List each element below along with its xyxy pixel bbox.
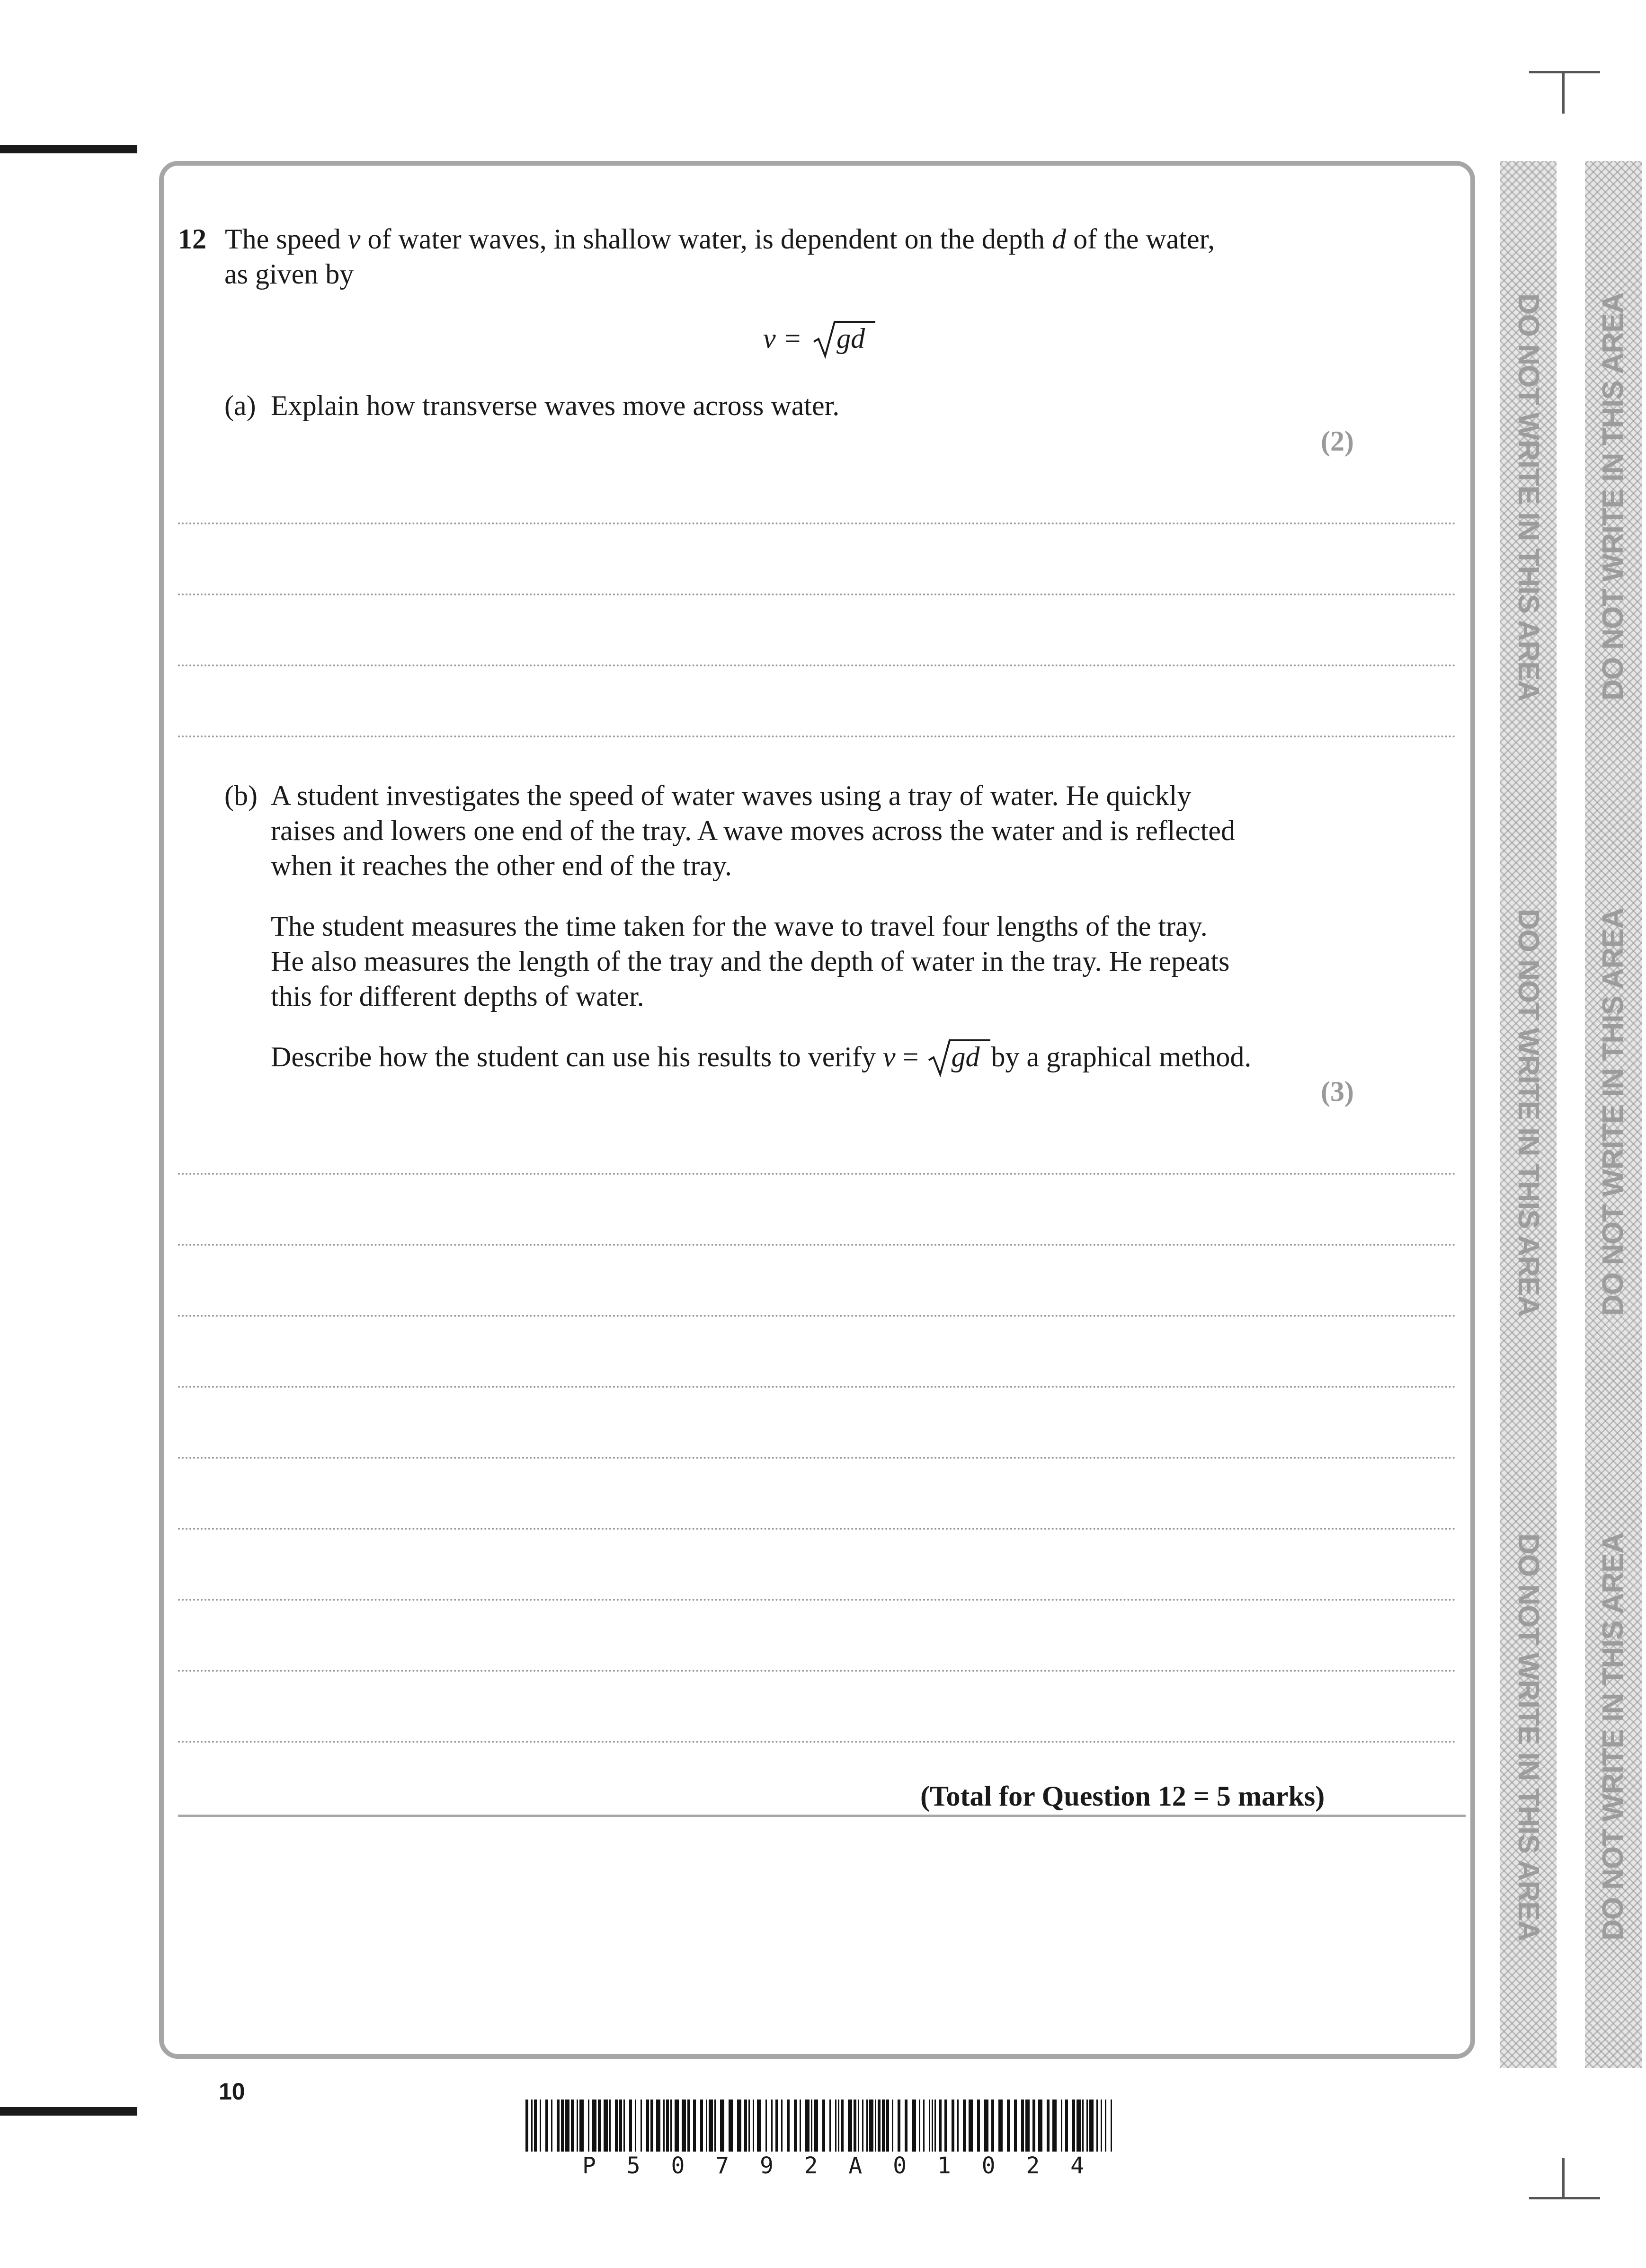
margin-warning-inner-1: DO NOT WRITE IN THIS AREA xyxy=(1512,293,1545,701)
barcode-bar xyxy=(534,2100,537,2152)
barcode-bar xyxy=(615,2100,618,2152)
edge-bar-top xyxy=(0,145,137,153)
part-b-para1-line3: when it reaches the other end of the tray. xyxy=(271,850,732,881)
answer-line-b2[interactable] xyxy=(178,1244,1456,1246)
describe-radicand: gd xyxy=(951,1041,980,1072)
intro-var-v: v xyxy=(347,223,361,255)
equation-sqrt xyxy=(814,321,865,356)
answer-line-b1[interactable] xyxy=(178,1173,1456,1175)
barcode-bar xyxy=(1072,2100,1075,2152)
barcode-bar xyxy=(1007,2100,1010,2152)
barcode-bar xyxy=(557,2100,560,2152)
barcode-bar xyxy=(682,2100,686,2152)
part-b-para2-line3: this for different depths of water. xyxy=(271,981,644,1012)
question-frame xyxy=(159,161,1475,2059)
crop-mark-bottom-v xyxy=(1562,2158,1565,2198)
part-a-text: Explain how transverse waves move across water. xyxy=(271,390,840,421)
barcode-digit: P xyxy=(582,2153,596,2179)
question-intro-line2: as given by xyxy=(224,258,354,290)
barcode-bar xyxy=(571,2100,574,2152)
barcode-bar xyxy=(561,2100,564,2152)
barcode-bar xyxy=(1077,2100,1081,2152)
describe-text: Describe how the student can use his results to verify xyxy=(271,1041,883,1072)
barcode-bar xyxy=(1082,2100,1084,2152)
barcode-bar xyxy=(905,2100,908,2152)
barcode-bar xyxy=(775,2100,778,2152)
barcode-bar xyxy=(623,2100,625,2152)
barcode-bar xyxy=(551,2100,552,2152)
barcode-bar xyxy=(977,2100,980,2152)
part-b-para1 xyxy=(271,778,1416,883)
barcode-bar xyxy=(1014,2100,1017,2152)
barcode-bar xyxy=(1038,2100,1042,2152)
barcode-bar xyxy=(1061,2100,1062,2152)
barcode-bar xyxy=(619,2100,622,2152)
intro-var-d: d xyxy=(1052,223,1067,255)
barcode-bar xyxy=(737,2100,741,2152)
margin-warning-outer-2: DO NOT WRITE IN THIS AREA xyxy=(1597,908,1629,1316)
barcode-bar xyxy=(1101,2100,1102,2152)
page-number: 10 xyxy=(219,2078,245,2105)
barcode-bar xyxy=(1065,2100,1068,2152)
total-rule xyxy=(178,1815,1466,1817)
barcode-digit: 1 xyxy=(937,2153,951,2179)
barcode-bar xyxy=(811,2100,812,2152)
barcode-bar xyxy=(670,2100,672,2152)
barcode-bar xyxy=(866,2100,868,2152)
answer-line-b4[interactable] xyxy=(178,1386,1456,1388)
barcode-bar xyxy=(944,2100,947,2152)
barcode-bar xyxy=(525,2100,528,2152)
barcode-bar xyxy=(1086,2100,1088,2152)
barcode-bar xyxy=(829,2100,831,2152)
barcode-bar xyxy=(805,2100,810,2152)
barcode-bar xyxy=(984,2100,988,2152)
barcode-bar xyxy=(700,2100,703,2152)
answer-line-b7[interactable] xyxy=(178,1599,1456,1601)
part-b-para1-line1: A student investigates the speed of water waves using a tray of water. He quickly xyxy=(271,780,1192,811)
margin-warning-outer-3: DO NOT WRITE IN THIS AREA xyxy=(1597,1533,1629,1940)
barcode-bar xyxy=(822,2100,825,2152)
barcode-bar xyxy=(765,2100,767,2152)
barcode-bar xyxy=(545,2100,548,2152)
barcode-bar xyxy=(875,2100,876,2152)
answer-line-a4[interactable] xyxy=(178,735,1456,737)
barcode-digit: 7 xyxy=(715,2153,730,2179)
barcode-bar xyxy=(565,2100,569,2152)
barcode-bar xyxy=(1111,2100,1112,2152)
barcode-bar xyxy=(629,2100,632,2152)
crop-mark-bottom-h xyxy=(1529,2197,1600,2199)
margin-warning-outer-1: DO NOT WRITE IN THIS AREA xyxy=(1597,292,1629,700)
barcode-bar xyxy=(838,2100,839,2152)
barcode-bar xyxy=(919,2100,920,2152)
intro-text-1: The speed xyxy=(225,223,348,255)
barcode-digits xyxy=(582,2153,1084,2179)
question-intro xyxy=(178,221,1409,257)
barcode-bar xyxy=(604,2100,608,2152)
barcode-bar xyxy=(998,2100,1003,2152)
answer-line-b8[interactable] xyxy=(178,1670,1456,1672)
barcode-bar xyxy=(579,2100,584,2152)
answer-line-a1[interactable] xyxy=(178,523,1456,524)
barcode-bar xyxy=(858,2100,859,2152)
answer-line-b9[interactable] xyxy=(178,1741,1456,1743)
barcode-digit: 0 xyxy=(981,2153,996,2179)
barcode-bar xyxy=(898,2100,900,2152)
barcode-bar xyxy=(969,2100,973,2152)
part-b-para2-line2: He also measures the length of the tray and the depth of water in the tray. He repeats xyxy=(271,946,1230,977)
part-a-label: (a) xyxy=(224,390,256,421)
barcode-bar xyxy=(540,2100,541,2152)
barcode-bar xyxy=(693,2100,696,2152)
describe-after: by a graphical method. xyxy=(991,1041,1252,1072)
barcode-bar xyxy=(666,2100,669,2152)
barcode-bar xyxy=(1032,2100,1035,2152)
part-b-para1-line2: raises and lowers one end of the tray. A wave moves across the water and is reflected xyxy=(271,815,1236,846)
barcode-bar xyxy=(650,2100,653,2152)
barcode-bar xyxy=(929,2100,930,2152)
barcode-bar xyxy=(757,2100,761,2152)
crop-mark-top-v xyxy=(1562,71,1565,114)
barcode-bar xyxy=(753,2100,754,2152)
barcode-bar xyxy=(1089,2100,1094,2152)
answer-line-a3[interactable] xyxy=(178,664,1456,666)
barcode-bar xyxy=(934,2100,936,2152)
barcode-bar xyxy=(1052,2100,1057,2152)
barcode-bar xyxy=(862,2100,863,2152)
barcode-bar xyxy=(957,2100,959,2152)
barcode-bar xyxy=(939,2100,942,2152)
part-b-label: (b) xyxy=(224,780,258,811)
barcode-bar xyxy=(646,2100,649,2152)
answer-line-b5[interactable] xyxy=(178,1457,1456,1459)
barcode-bar xyxy=(835,2100,836,2152)
barcode-bar xyxy=(882,2100,885,2152)
barcode-bar xyxy=(729,2100,733,2152)
barcode-bar xyxy=(932,2100,933,2152)
barcode-bar xyxy=(781,2100,783,2152)
barcode-bar xyxy=(1105,2100,1106,2152)
question-total: (Total for Question 12 = 5 marks) xyxy=(920,1781,1325,1812)
barcode-bar xyxy=(531,2100,533,2152)
barcode-bar xyxy=(709,2100,713,2152)
barcode-bar xyxy=(869,2100,873,2152)
barcode-bar xyxy=(598,2100,601,2152)
barcode-bar xyxy=(800,2100,801,2152)
barcode-digit: 5 xyxy=(626,2153,641,2179)
barcode-digit: 2 xyxy=(1026,2153,1040,2179)
barcode-digit: 2 xyxy=(804,2153,818,2179)
barcode-bar xyxy=(1021,2100,1024,2152)
barcode-bar xyxy=(656,2100,660,2152)
barcode-bar xyxy=(714,2100,716,2152)
barcode-bar xyxy=(635,2100,636,2152)
barcode-bar xyxy=(1025,2100,1030,2152)
barcode-bar xyxy=(706,2100,707,2152)
barcode-bar xyxy=(720,2100,724,2152)
describe-var-v: v xyxy=(883,1041,896,1072)
barcode-bar xyxy=(892,2100,893,2152)
barcode-digit: 0 xyxy=(893,2153,907,2179)
barcode-digit: 4 xyxy=(1070,2153,1084,2179)
barcode-bar xyxy=(1096,2100,1098,2152)
part-b-para2 xyxy=(271,909,1416,1014)
answer-line-b3[interactable] xyxy=(178,1315,1456,1317)
barcode-bar xyxy=(886,2100,889,2152)
barcode-bar xyxy=(641,2100,642,2152)
margin-warning-inner-2: DO NOT WRITE IN THIS AREA xyxy=(1512,909,1545,1317)
barcode xyxy=(525,2100,1117,2152)
barcode-bar xyxy=(841,2100,844,2152)
margin-warning-inner-3: DO NOT WRITE IN THIS AREA xyxy=(1512,1533,1545,1941)
question-number: 12 xyxy=(178,223,206,255)
describe-eq: = xyxy=(895,1041,919,1072)
barcode-bar xyxy=(787,2100,790,2152)
barcode-bar xyxy=(744,2100,747,2152)
part-b-describe xyxy=(271,1039,1251,1074)
barcode-bar xyxy=(794,2100,797,2152)
part-b-para2-line1: The student measures the time taken for the wave to travel four lengths of the tray. xyxy=(271,911,1208,942)
barcode-bar xyxy=(878,2100,881,2152)
barcode-bar xyxy=(592,2100,596,2152)
barcode-bar xyxy=(848,2100,852,2152)
barcode-digit: A xyxy=(848,2153,863,2179)
answer-line-a2[interactable] xyxy=(178,594,1456,595)
barcode-bar xyxy=(771,2100,773,2152)
intro-text-3: of the water, xyxy=(1066,223,1215,255)
answer-line-b6[interactable] xyxy=(178,1528,1456,1530)
edge-bar-bottom xyxy=(0,2107,137,2116)
describe-sqrt xyxy=(929,1039,980,1074)
barcode-digit: 9 xyxy=(759,2153,774,2179)
part-b-marks: (3) xyxy=(1321,1076,1354,1107)
intro-text-2: of water waves, in shallow water, is dependent on the depth xyxy=(360,223,1052,255)
barcode-bar xyxy=(687,2100,690,2152)
barcode-bar xyxy=(814,2100,818,2152)
barcode-bar xyxy=(963,2100,966,2152)
barcode-bar xyxy=(609,2100,611,2152)
barcode-bar xyxy=(923,2100,925,2152)
barcode-bar xyxy=(588,2100,589,2152)
barcode-bar xyxy=(577,2100,578,2152)
barcode-bar xyxy=(748,2100,750,2152)
barcode-bar xyxy=(912,2100,916,2152)
equation-lhs: v = xyxy=(763,323,802,354)
crop-mark-top-h xyxy=(1529,71,1600,73)
part-a-marks: (2) xyxy=(1321,425,1354,457)
barcode-bar xyxy=(854,2100,856,2152)
barcode-bar xyxy=(952,2100,954,2152)
barcode-digit: 0 xyxy=(671,2153,685,2179)
barcode-bar xyxy=(663,2100,665,2152)
barcode-bar xyxy=(675,2100,679,2152)
barcode-bar xyxy=(991,2100,994,2152)
equation xyxy=(763,321,865,356)
equation-radicand: gd xyxy=(836,323,865,354)
barcode-bar xyxy=(1047,2100,1050,2152)
